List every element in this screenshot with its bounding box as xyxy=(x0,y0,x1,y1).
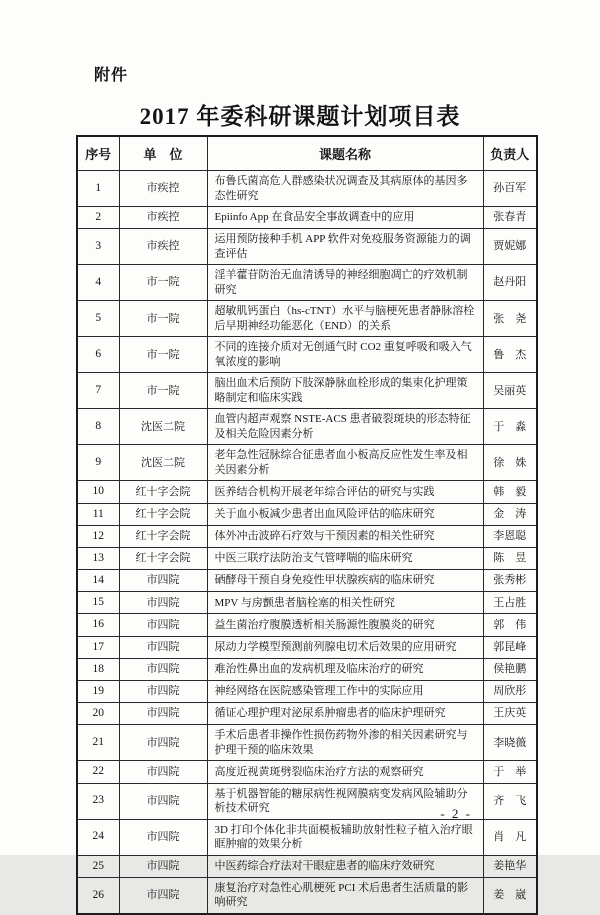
table-row xyxy=(77,703,537,725)
row-leader: 张秀彬 xyxy=(483,570,537,592)
attachment-label: 附件 xyxy=(94,67,129,84)
row-serial-number: 21 xyxy=(77,725,119,761)
table-row xyxy=(77,481,537,503)
row-unit: 沈医二院 xyxy=(119,445,207,481)
row-leader: 李晓薇 xyxy=(483,725,537,761)
row-leader: 李恩聪 xyxy=(483,525,537,547)
row-leader: 郭 伟 xyxy=(483,614,537,636)
row-serial-number: 4 xyxy=(77,265,119,301)
header-topic-name: 课题名称 xyxy=(207,136,483,171)
table-row xyxy=(77,855,537,877)
row-unit: 市疾控 xyxy=(119,229,207,265)
row-serial-number: 24 xyxy=(77,819,119,855)
row-unit: 市疾控 xyxy=(119,171,207,207)
table-row xyxy=(77,503,537,525)
row-serial-number: 19 xyxy=(77,680,119,702)
row-leader: 张 尧 xyxy=(483,301,537,337)
row-topic: 体外冲击波碎石疗效与干预因素的相关性研究 xyxy=(207,525,483,547)
row-serial-number: 17 xyxy=(77,636,119,658)
row-leader: 姜艳华 xyxy=(483,855,537,877)
row-unit: 沈医二院 xyxy=(119,409,207,445)
row-topic: 超敏肌钙蛋白（hs-cTNT）水平与脑梗死患者静脉溶栓后早期神经功能恶化（END）的关系 xyxy=(207,301,483,337)
row-topic: 硒酵母干预自身免疫性甲状腺疾病的临床研究 xyxy=(207,570,483,592)
row-unit: 市一院 xyxy=(119,265,207,301)
row-leader: 吴丽英 xyxy=(483,373,537,409)
row-unit: 市四院 xyxy=(119,658,207,680)
row-serial-number: 13 xyxy=(77,547,119,569)
row-serial-number: 25 xyxy=(77,855,119,877)
row-topic: 关于血小板减少患者出血风险评估的临床研究 xyxy=(207,503,483,525)
row-unit: 市四院 xyxy=(119,761,207,783)
row-serial-number: 23 xyxy=(77,783,119,819)
row-topic: MPV 与房颤患者脑栓塞的相关性研究 xyxy=(207,592,483,614)
table-body xyxy=(77,171,537,914)
row-leader: 于 淼 xyxy=(483,409,537,445)
row-unit: 市四院 xyxy=(119,592,207,614)
row-serial-number: 9 xyxy=(77,445,119,481)
table-row xyxy=(77,658,537,680)
table-row xyxy=(77,680,537,702)
row-serial-number: 26 xyxy=(77,877,119,914)
header-leader: 负责人 xyxy=(483,136,537,171)
row-leader: 侯艳鹏 xyxy=(483,658,537,680)
row-unit: 市四院 xyxy=(119,819,207,855)
row-topic: 布鲁氏菌高危人群感染状况调查及其病原体的基因多态性研究 xyxy=(207,171,483,207)
table-row xyxy=(77,409,537,445)
row-serial-number: 14 xyxy=(77,570,119,592)
table-row xyxy=(77,301,537,337)
row-leader: 孙百军 xyxy=(483,171,537,207)
row-topic: Epiinfo App 在食品安全事故调查中的应用 xyxy=(207,207,483,229)
row-leader: 王庆英 xyxy=(483,703,537,725)
project-table xyxy=(76,135,538,915)
row-serial-number: 15 xyxy=(77,592,119,614)
row-leader: 徐 姝 xyxy=(483,445,537,481)
row-leader: 于 举 xyxy=(483,761,537,783)
row-leader: 赵丹阳 xyxy=(483,265,537,301)
row-unit: 市一院 xyxy=(119,301,207,337)
table-row xyxy=(77,636,537,658)
row-topic: 中医三联疗法防治支气管哮喘的临床研究 xyxy=(207,547,483,569)
page-title: 2017 年委科研课题计划项目表 xyxy=(139,104,461,129)
row-topic: 中医药综合疗法对干眼症患者的临床疗效研究 xyxy=(207,855,483,877)
row-unit: 市四院 xyxy=(119,570,207,592)
row-serial-number: 6 xyxy=(77,337,119,373)
project-table-container xyxy=(76,135,536,915)
row-topic: 血管内超声观察 NSTE-ACS 患者破裂斑块的形态特征及相关危险因素分析 xyxy=(207,409,483,445)
table-row xyxy=(77,525,537,547)
row-serial-number: 7 xyxy=(77,373,119,409)
row-unit: 红十字会院 xyxy=(119,481,207,503)
row-topic: 难治性鼻出血的发病机理及临床治疗的研究 xyxy=(207,658,483,680)
row-unit: 红十字会院 xyxy=(119,525,207,547)
table-row xyxy=(77,570,537,592)
row-topic: 高度近视黄斑劈裂临床治疗方法的观察研究 xyxy=(207,761,483,783)
row-topic: 康复治疗对急性心肌梗死 PCI 术后患者生活质量的影响研究 xyxy=(207,877,483,914)
row-serial-number: 2 xyxy=(77,207,119,229)
row-leader: 陈 昱 xyxy=(483,547,537,569)
row-topic: 循证心理护理对泌尿系肿瘤患者的临床护理研究 xyxy=(207,703,483,725)
row-leader: 肖 凡 xyxy=(483,819,537,855)
row-unit: 市四院 xyxy=(119,855,207,877)
row-serial-number: 3 xyxy=(77,229,119,265)
row-leader: 姜 崴 xyxy=(483,877,537,914)
row-unit: 市四院 xyxy=(119,783,207,819)
row-topic: 基于机器智能的糖尿病性视网膜病变发病风险辅助分析技术研究 xyxy=(207,783,483,819)
row-unit: 红十字会院 xyxy=(119,503,207,525)
row-serial-number: 12 xyxy=(77,525,119,547)
row-unit: 市四院 xyxy=(119,614,207,636)
row-serial-number: 22 xyxy=(77,761,119,783)
row-leader: 鲁 杰 xyxy=(483,337,537,373)
page-number: - 2 - xyxy=(440,806,472,821)
row-topic: 淫羊藿苷防治无血清诱导的神经细胞凋亡的疗效机制研究 xyxy=(207,265,483,301)
row-leader: 齐 飞 xyxy=(483,783,537,819)
table-row xyxy=(77,592,537,614)
row-topic: 尿动力学模型预测前列腺电切术后效果的应用研究 xyxy=(207,636,483,658)
row-topic: 运用预防接种手机 APP 软件对免疫服务资源能力的调查评估 xyxy=(207,229,483,265)
row-unit: 市四院 xyxy=(119,680,207,702)
row-leader: 王占胜 xyxy=(483,592,537,614)
row-leader: 贾妮娜 xyxy=(483,229,537,265)
row-unit: 市疾控 xyxy=(119,207,207,229)
row-leader: 韩 毅 xyxy=(483,481,537,503)
row-leader: 周欣彤 xyxy=(483,680,537,702)
table-row xyxy=(77,337,537,373)
table-row xyxy=(77,373,537,409)
row-topic: 益生菌治疗腹膜透析相关肠源性腹膜炎的研究 xyxy=(207,614,483,636)
row-topic: 医养结合机构开展老年综合评估的研究与实践 xyxy=(207,481,483,503)
row-topic: 手术后患者非操作性损伤药物外渗的相关因素研究与护理干预的临床效果 xyxy=(207,725,483,761)
row-serial-number: 16 xyxy=(77,614,119,636)
header-unit: 单 位 xyxy=(119,136,207,171)
row-unit: 市一院 xyxy=(119,337,207,373)
row-leader: 张春青 xyxy=(483,207,537,229)
row-leader: 金 涛 xyxy=(483,503,537,525)
table-row xyxy=(77,614,537,636)
row-topic: 脑出血术后预防下肢深静脉血栓形成的集束化护理策略制定和临床实践 xyxy=(207,373,483,409)
table-row xyxy=(77,207,537,229)
table-row xyxy=(77,819,537,855)
row-unit: 红十字会院 xyxy=(119,547,207,569)
row-serial-number: 11 xyxy=(77,503,119,525)
row-leader: 郭昆峰 xyxy=(483,636,537,658)
row-unit: 市四院 xyxy=(119,636,207,658)
row-serial-number: 20 xyxy=(77,703,119,725)
row-serial-number: 5 xyxy=(77,301,119,337)
row-unit: 市四院 xyxy=(119,877,207,914)
row-serial-number: 18 xyxy=(77,658,119,680)
row-topic: 老年急性冠脉综合征患者血小板高反应性发生率及相关因素分析 xyxy=(207,445,483,481)
table-row xyxy=(77,265,537,301)
row-unit: 市四院 xyxy=(119,725,207,761)
header-serial-number: 序号 xyxy=(77,136,119,171)
row-serial-number: 8 xyxy=(77,409,119,445)
row-unit: 市四院 xyxy=(119,703,207,725)
row-topic: 3D 打印个体化非共面模板辅助放射性粒子植入治疗眼眶肿瘤的效果分析 xyxy=(207,819,483,855)
row-serial-number: 1 xyxy=(77,171,119,207)
table-row xyxy=(77,877,537,914)
table-header-row xyxy=(77,136,537,171)
row-serial-number: 10 xyxy=(77,481,119,503)
row-unit: 市一院 xyxy=(119,373,207,409)
table-header xyxy=(77,136,537,171)
table-row xyxy=(77,547,537,569)
row-topic: 不同的连接介质对无创通气时 CO2 重复呼吸和吸入气氧浓度的影响 xyxy=(207,337,483,373)
table-row xyxy=(77,445,537,481)
table-row xyxy=(77,725,537,761)
table-row xyxy=(77,171,537,207)
table-row xyxy=(77,229,537,265)
row-topic: 神经网络在医院感染管理工作中的实际应用 xyxy=(207,680,483,702)
table-row xyxy=(77,761,537,783)
